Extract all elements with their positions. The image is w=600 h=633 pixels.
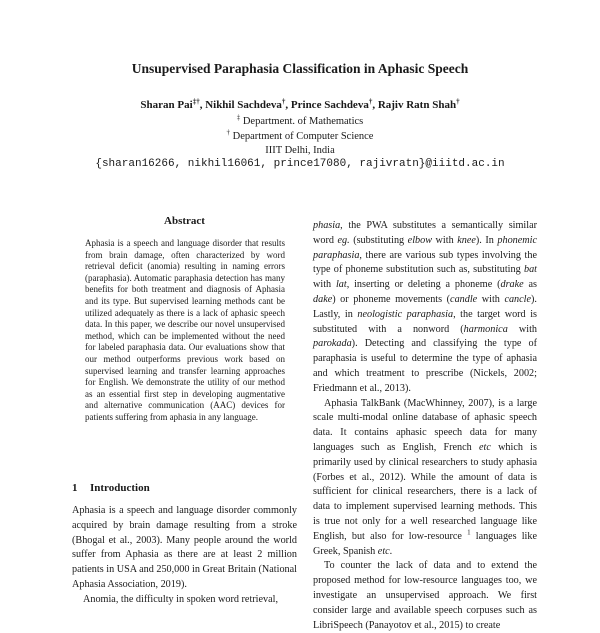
body-paragraph: Aphasia is a speech and language disorder commonly acquired by brain damage resulting from a stroke (Bhogal et al., 2003). Many people around the world suffer from Aphasia as there are at least 2 million patients in USA and 250,000 in Great Britain (National Aphasia Association, 2019). [72, 505, 297, 590]
author-affiliation-mark: † [456, 97, 460, 106]
affiliation-cs [0, 128, 600, 142]
author-name: Nikhil Sachdeva [205, 99, 282, 111]
paper-title: Unsupervised Paraphasia Classification in Aphasic Speech [131, 61, 469, 76]
affiliation-mark: ‡ [236, 113, 241, 122]
abstract-heading: Abstract [164, 215, 205, 227]
section-number: 1 [72, 482, 78, 494]
section-heading-introduction [72, 482, 297, 494]
affiliation-text: Department of Computer Science [232, 131, 374, 142]
affiliation-text: Department. of Mathematics [242, 116, 364, 127]
footnote-mark: 1 [467, 528, 471, 537]
abstract-text: Aphasia is a speech and language disorder that results from brain damage, often characterized by word retrieval deficit (anomia) resulting in naming errors (paraphasia). Automatic paraphasia detection has many benefits for both treatment and diagnosis of Aphasia and its type. But supervised learning methods cant be utilized adequately as there is a lack of aphasic speech data. In this paper, we describe our novel unsupervised method, which can be implemented without the need for labeled paraphasia data. Our evaluations show that our method outperforms previous work based on supervised learning and transfer learning approaches for English. We demonstrate the utility of our method as an essential first step in developing augmentative and alternative communication (AAC) devices for patients suffering from aphasia in any language. [85, 238, 285, 422]
author-emails: {sharan16266, nikhil16061, prince17080, rajivratn}@iiitd.ac.in [95, 158, 505, 170]
body-paragraph: phasia, the PWA substitutes a semantically similar word eg. (substituting elbow with knee). In phonemic paraphasia, there are various sub types involving the type of phoneme substitution such as, substituting bat with lat, inserting or deleting a phoneme (drake as dake) or phoneme movements (candle with cancle). Lastly, in neologistic paraphasia, the target word is substituted with a nonword (harmonica with parokada). Detecting and classifying the type of paraphasia is useful to determine the type of aphasia and which treatment to prescribe (Nickels, 2002; Friedmann et al., 2013). [313, 220, 537, 394]
author-name: Prince Sachdeva [290, 99, 369, 111]
affiliation-institute: IIIT Delhi, India [265, 145, 335, 156]
affiliation-math [0, 113, 600, 127]
author-name: Rajiv Ratn Shah [377, 99, 457, 111]
author-affiliation-mark: ‡† [192, 97, 200, 106]
author-affiliation-mark: † [281, 97, 286, 106]
body-paragraph: Anomia, the difficulty in spoken word retrieval, [83, 593, 279, 605]
body-paragraph: Aphasia TalkBank (MacWhinney, 2007), is a large scale multi-modal online database of aphasic speech data. It contains aphasic speech data for many languages such as English, French etc which is primarily used by clinical researchers to study aphasia (Forbes et al., 2012). While the amount of data is sufficient for clinical researchers, there is a lack of data to implement supervised learning methods. This is true not only for a well researched language like English, but also for low-resource $^1$ languages like Greek, Spanish etc. [313, 397, 537, 557]
introduction-left-column [72, 504, 297, 608]
author-list: Sharan Pai‡†, Nikhil Sachdeva†, Prince Sachdeva†, Rajiv Ratn Shah† [140, 97, 460, 111]
body-paragraph: To counter the lack of data and to extend the proposed method for low-resource languages too, we investigate an unsupervised approach. We first consider large and available speech corpuses such as LibriSpeech (Panayotov et al., 2015) to create [313, 560, 537, 631]
author-affiliation-mark: † [368, 97, 373, 106]
section-title: Introduction [90, 482, 150, 494]
affiliation-mark: † [226, 128, 231, 137]
right-column [313, 219, 537, 633]
author-name: Sharan Pai [140, 99, 193, 111]
